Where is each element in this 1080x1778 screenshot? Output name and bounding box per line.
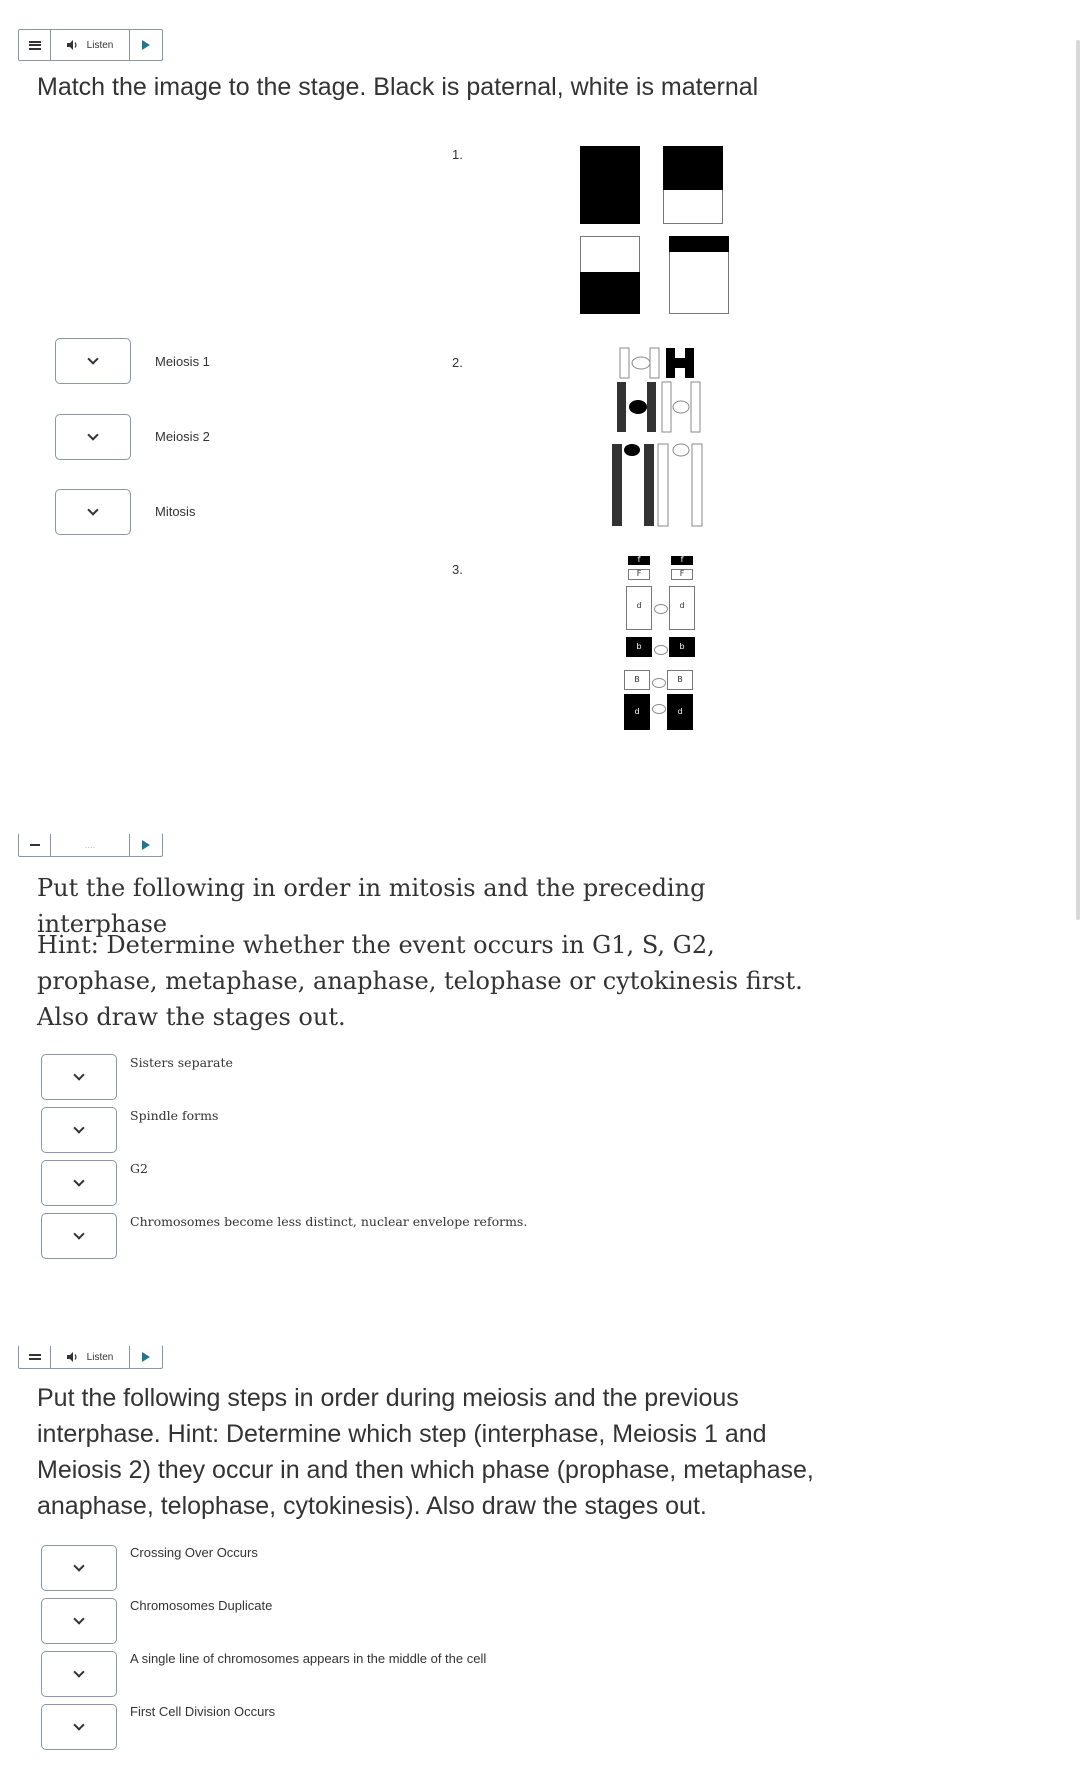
order-select-4[interactable] [41,1213,117,1259]
order-item-label: G2 [130,1161,148,1176]
meiosis-order-select-4[interactable] [41,1704,117,1750]
gene-label: d [679,601,685,610]
chevron-down-icon [73,1613,84,1624]
chromosome-image-3 [620,552,700,732]
play-icon [142,40,150,50]
listen-button[interactable] [51,30,130,60]
meiosis-step-label: First Cell Division Occurs [130,1704,276,1719]
meiosis-step-label: Chromosomes Duplicate [130,1598,273,1613]
image-number-1: 1. [452,147,463,162]
order-item-label: Spindle forms [130,1108,219,1123]
centromere [652,678,666,688]
meiosis-step-label: Crossing Over Occurs [130,1545,258,1560]
image-number-3: 3. [452,562,463,577]
listen-label: Listen [86,39,114,51]
gene-label: B [634,675,640,684]
menu-button[interactable] [19,1346,51,1368]
menu-button[interactable] [19,834,51,856]
answer-select-meiosis-2[interactable] [55,414,131,460]
paternal-block [580,146,640,224]
play-button[interactable] [130,834,162,856]
gene-label: b [636,642,642,651]
hamburger-icon [29,41,41,50]
hamburger-icon [30,844,40,846]
question-1-prompt: Match the image to the stage. Black is paternal, white is maternal [37,73,759,101]
centromere [654,645,668,655]
chevron-down-icon [73,1560,84,1571]
listen-toolbar-2 [18,833,163,857]
play-button[interactable] [130,1346,162,1368]
centromere [654,604,668,614]
chevron-down-icon [73,1175,84,1186]
paternal-segment-2 [580,272,640,314]
play-icon [142,840,150,850]
listen-button[interactable] [51,1346,130,1368]
listen-toolbar-3 [18,1345,163,1369]
play-icon [142,1352,150,1362]
image-number-2: 2. [452,355,463,370]
option-label: Meiosis 2 [155,429,210,444]
scrollbar[interactable] [1076,40,1080,920]
paternal-tip [669,236,729,252]
paternal-segment [663,146,723,190]
answer-select-mitosis[interactable] [55,489,131,535]
hamburger-icon [29,1354,41,1360]
gene-label: f [680,555,684,564]
gene-label: b [679,642,685,651]
order-select-1[interactable] [41,1054,117,1100]
chevron-down-icon [73,1069,84,1080]
gene-label: f [637,555,641,564]
menu-button[interactable] [19,30,51,60]
order-select-2[interactable] [41,1107,117,1153]
speaker-icon [67,1352,79,1362]
order-select-3[interactable] [41,1160,117,1206]
order-item-label: Sisters separate [130,1055,233,1070]
meiosis-step-label: A single line of chromosomes appears in the middle of the cell [130,1651,487,1666]
chevron-down-icon [87,504,98,515]
chevron-down-icon [73,1719,84,1730]
chevron-down-icon [87,353,98,364]
centromere [652,704,666,714]
question-2-prompt: Put the following in order in mitosis and the preceding interphase [37,874,706,938]
meiosis-order-select-2[interactable] [41,1598,117,1644]
chromosome-image-2 [605,340,715,530]
gene-label: d [634,707,640,716]
listen-toolbar [18,29,163,61]
play-button[interactable] [130,30,162,60]
meiosis-order-select-1[interactable] [41,1545,117,1591]
chevron-down-icon [73,1666,84,1677]
chromosome-image-1 [578,144,732,316]
option-label: Meiosis 1 [155,354,210,369]
meiosis-order-select-3[interactable] [41,1651,117,1697]
gene-label: F [636,569,642,578]
chevron-down-icon [73,1122,84,1133]
speaker-icon [67,40,79,50]
question-3-prompt: Put the following steps in order during meiosis and the previous interphase. Hint: Determine which step (interphase, Meiosis 1 and Meiosis 2) they occur in and then which phase (prophase, metaphase, anaphase, telophase, cytokinesis). Also draw the stages out. [37,1384,814,1520]
question-2-hint: Hint: Determine whether the event occurs in G1, S, G2, prophase, metaphase, anaphase, telophase or cytokinesis first. Also draw the stages out. [37,931,803,1031]
listen-label: Listen [86,1351,114,1363]
listen-label: .... [84,839,96,851]
gene-label: d [677,707,683,716]
listen-button[interactable] [51,834,130,856]
gene-label: F [679,569,685,578]
option-label: Mitosis [155,504,196,519]
chevron-down-icon [73,1228,84,1239]
order-item-label: Chromosomes become less distinct, nuclear envelope reforms. [130,1214,528,1229]
answer-select-meiosis-1[interactable] [55,338,131,384]
gene-label: B [677,675,683,684]
gene-label: d [636,601,642,610]
chevron-down-icon [87,429,98,440]
